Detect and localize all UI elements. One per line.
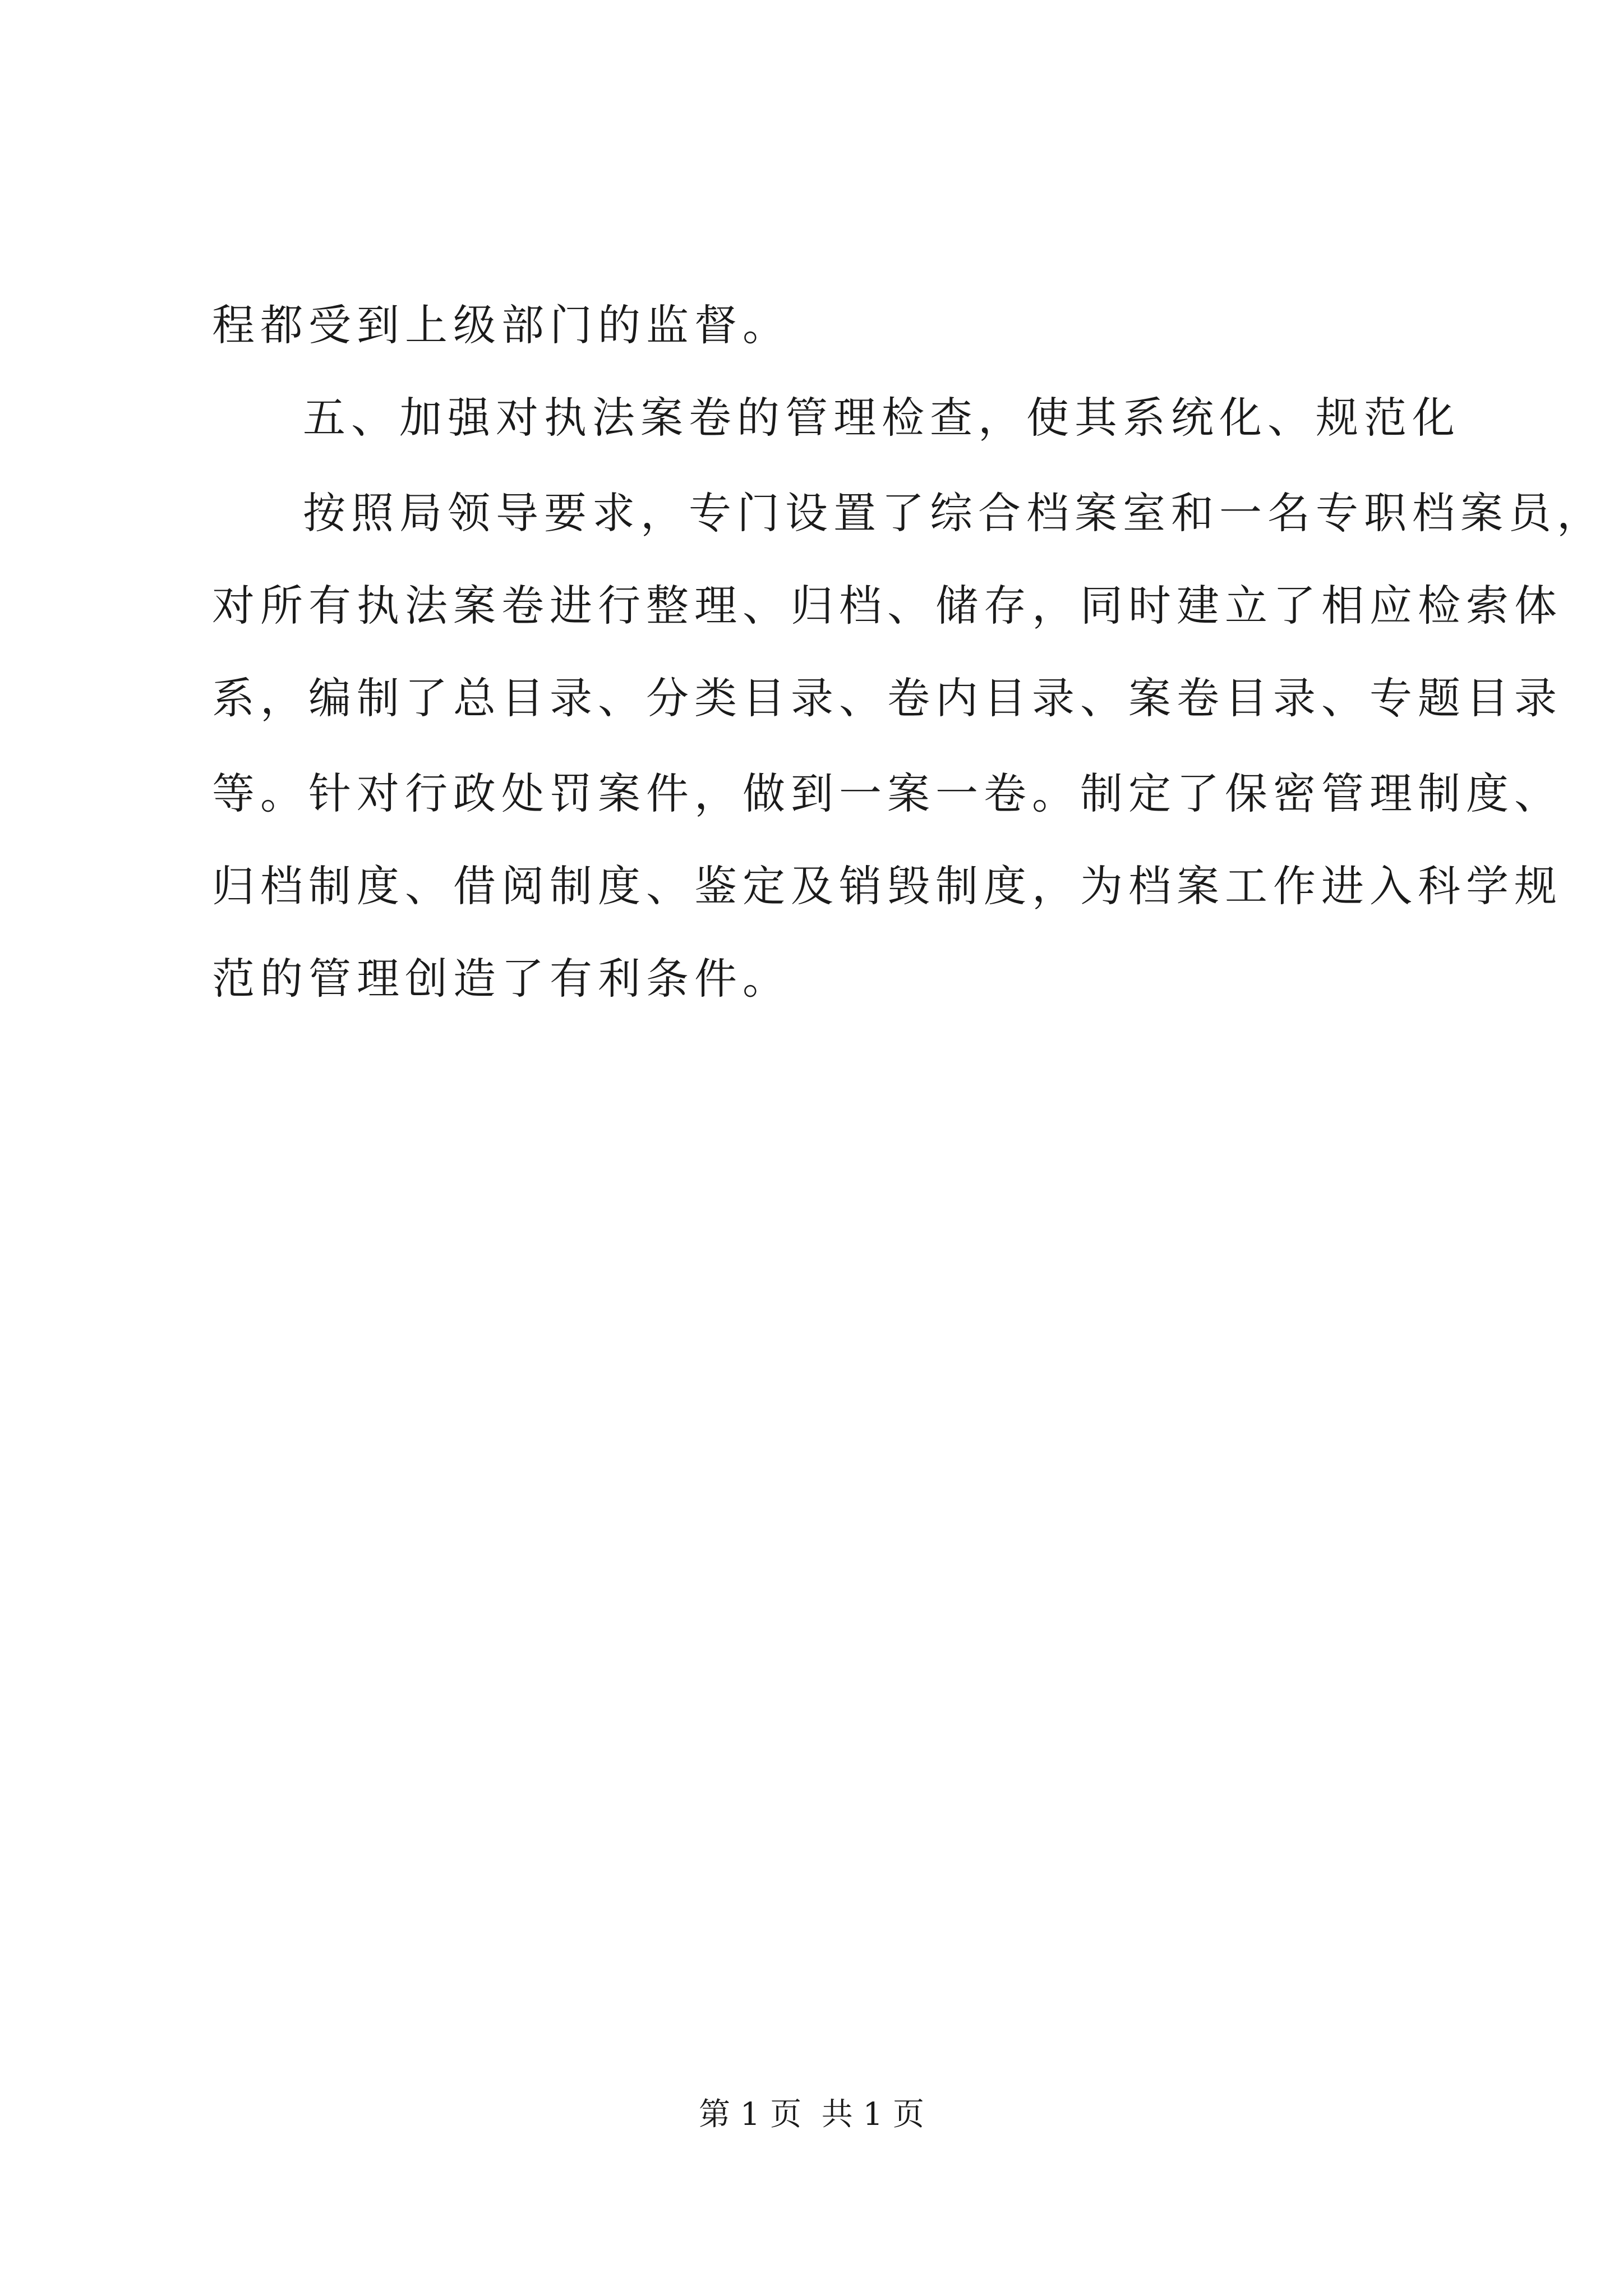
body-line: 归档制度、借阅制度、鉴定及销毁制度，为档案工作进入科学规 [212, 861, 1562, 911]
body-line: 范的管理创造了有利条件。 [212, 954, 791, 1004]
body-line: 程都受到上级部门的监督。 [212, 300, 791, 350]
section-heading: 五、加强对执法案卷的管理检查，使其系统化、规范化 [303, 393, 1460, 443]
body-line: 按照局领导要求，专门设置了综合档案室和一名专职档案员， [303, 488, 1605, 538]
page-number-footer: 第 1 页 共 1 页 [698, 2096, 925, 2133]
body-line: 系，编制了总目录、分类目录、卷内目录、案卷目录、专题目录 [212, 673, 1562, 723]
body-line: 等。针对行政处罚案件，做到一案一卷。制定了保密管理制度、 [212, 769, 1562, 818]
body-line: 对所有执法案卷进行整理、归档、储存，同时建立了相应检索体 [212, 581, 1562, 631]
